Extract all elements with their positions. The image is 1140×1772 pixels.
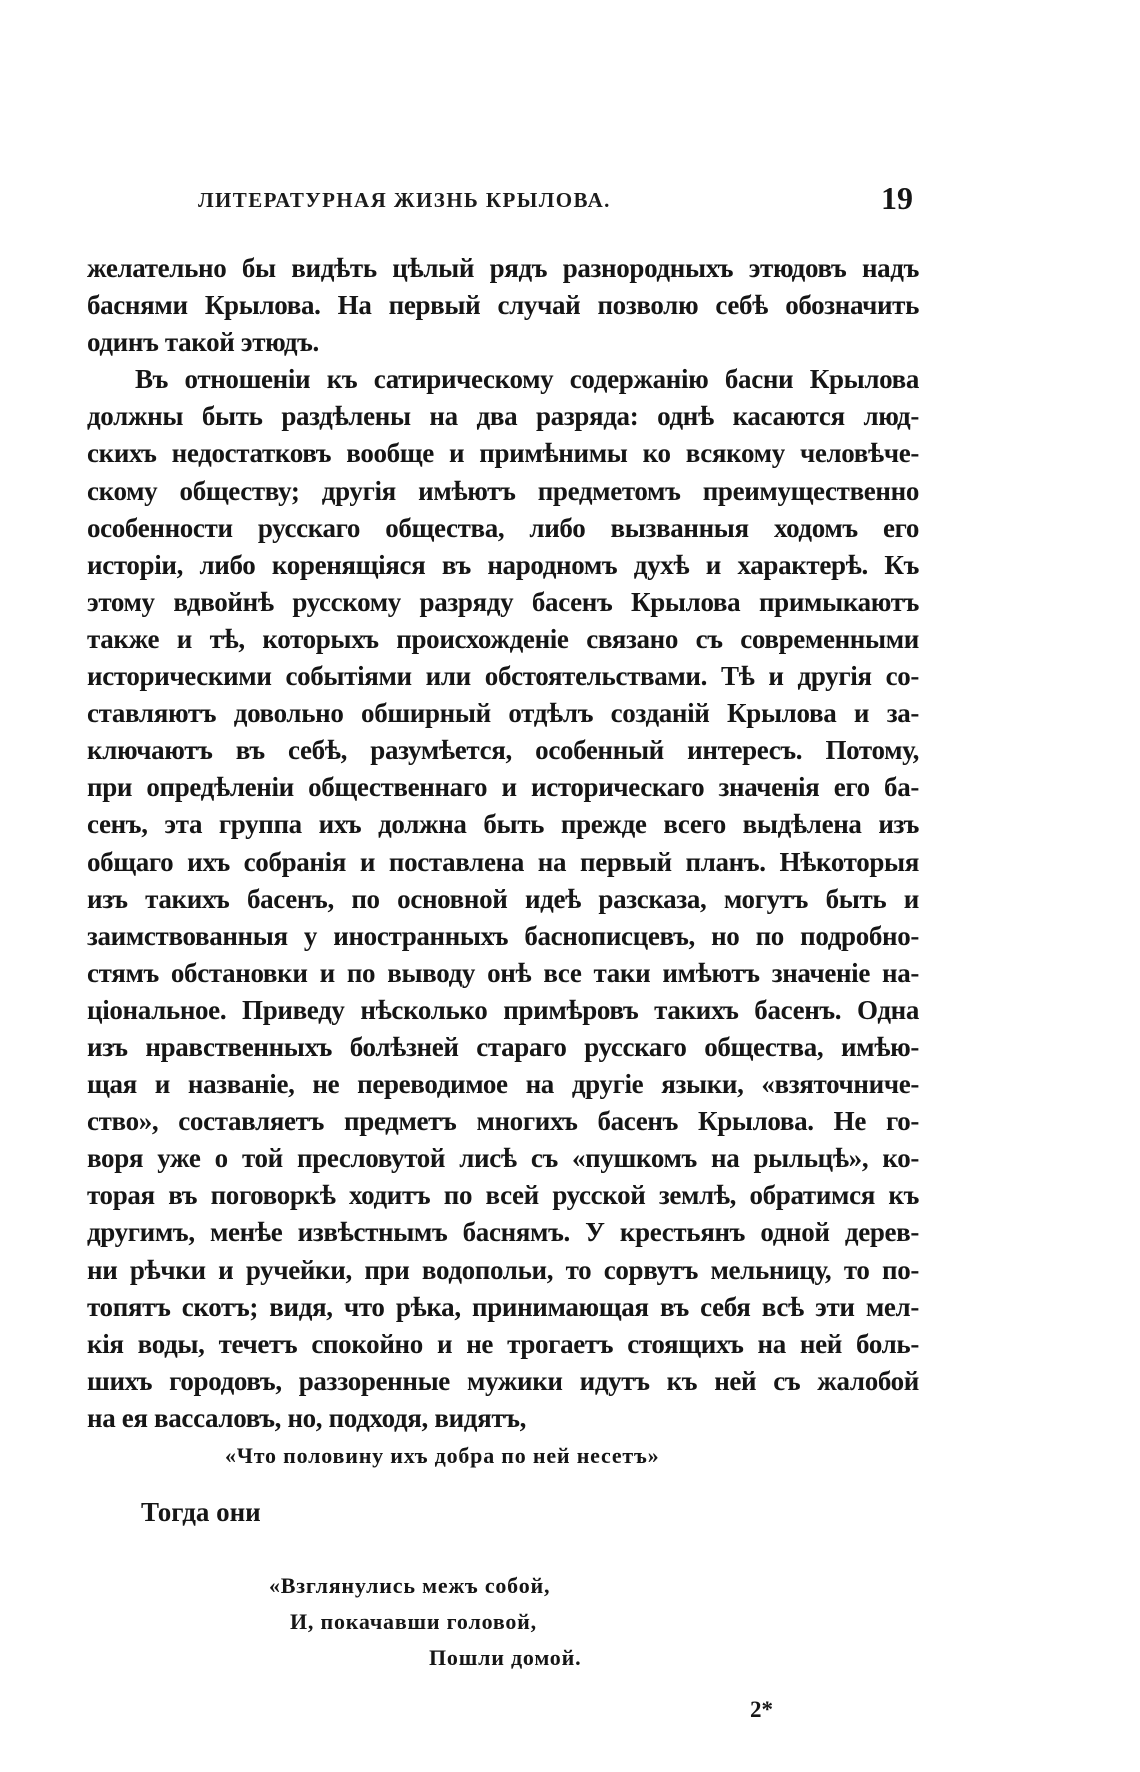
text-line: ставляютъ довольно обширный отдѣлъ созданій Крылова и за- [87, 698, 919, 729]
text-line: баснями Крылова. На первый случай позволю себѣ обозначить [87, 290, 919, 321]
body-text [87, 250, 919, 1437]
text-line: при опредѣленіи общественнаго и историческаго значенія его ба- [87, 772, 919, 803]
text-line: скихъ недостатковъ вообще и примѣнимы ко всякому человѣче- [87, 438, 919, 469]
text-line: желательно бы видѣть цѣлый рядъ разнородныхъ этюдовъ надъ [87, 253, 919, 283]
text-line: сенъ, эта группа ихъ должна быть прежде всего выдѣлена изъ [87, 809, 919, 840]
text-line: этому вдвойнѣ русскому разряду басенъ Крылова примыкаютъ [87, 586, 919, 617]
text-line: воря уже о той пресловутой лисѣ съ «пушкомъ на рыльцѣ», ко- [87, 1143, 919, 1174]
printer-signature-mark: 2* [750, 1697, 773, 1722]
text-line: кія воды, течетъ спокойно и не трогаетъ стоящихъ на ней боль- [87, 1328, 919, 1359]
text-line: также и тѣ, которыхъ происхожденіе связано съ современными [87, 623, 919, 654]
verse-line: «Взглянулись межъ собой, [269, 1573, 551, 1598]
quoted-verse: «Что половину ихъ добра по ней несетъ» [225, 1443, 660, 1468]
text-line: щая и названіе, не переводимое на другіе языки, «взяточниче- [87, 1069, 919, 1100]
text-line: ціональное. Приведу нѣсколько примѣровъ такихъ басенъ. Одна [87, 994, 919, 1025]
text-line: торая въ поговоркѣ ходитъ по всей русской землѣ, обратимся къ [87, 1180, 919, 1211]
text-line: стямъ обстановки и по выводу онѣ все таки имѣютъ значеніе на- [87, 957, 919, 988]
page-number: 19 [881, 180, 913, 216]
text-line: на ея вассаловъ, но, подходя, видятъ, [87, 1402, 527, 1433]
text-line: ключаютъ въ себѣ, разумѣется, особенный интересъ. Потому, [87, 735, 919, 766]
text-line: другимъ, менѣе извѣстнымъ баснямъ. У крестьянъ одной дерев- [87, 1217, 919, 1248]
text-line: общаго ихъ собранія и поставлена на первый планъ. Нѣкоторыя [87, 846, 919, 877]
text-line: исторіи, либо коренящіяся въ народномъ духѣ и характерѣ. Къ [87, 549, 919, 580]
text-line: историческими событіями или обстоятельствами. Тѣ и другія со- [87, 661, 919, 692]
text-line: ни рѣчки и ручейки, при водопольи, то сорвутъ мельницу, то по- [87, 1254, 919, 1285]
text-line: изъ нравственныхъ болѣзней стараго русскаго общества, имѣю- [87, 1031, 919, 1062]
text-line: шихъ городовъ, раззоренные мужики идутъ къ ней съ жалобой [87, 1365, 919, 1396]
text-line: одинъ такой этюдъ. [87, 327, 319, 358]
text-line: ство», составляетъ предметъ многихъ басенъ Крылова. Не го- [87, 1106, 919, 1137]
text-line: особенности русскаго общества, либо вызванныя ходомъ его [87, 512, 919, 543]
running-title: ЛИТЕРАТУРНАЯ ЖИЗНЬ КРЫЛОВА. [198, 188, 611, 212]
text-line: заимствованныя у иностранныхъ баснописцевъ, но по подробно- [87, 920, 919, 951]
verse-line: И, покачавши головой, [290, 1609, 537, 1634]
text-line: Въ отношеніи къ сатирическому содержанію басни Крылова [135, 364, 919, 395]
text-line: должны быть раздѣлены на два разряда: однѣ касаются люд- [87, 401, 919, 432]
text-line: изъ такихъ басенъ, по основной идеѣ разсказа, могутъ быть и [87, 883, 919, 914]
text-line: топятъ скотъ; видя, что рѣка, принимающая въ себя всѣ эти мел- [87, 1291, 919, 1322]
text-line: скому обществу; другія имѣютъ предметомъ преимущественно [87, 475, 919, 506]
transition-line: Тогда они [141, 1497, 261, 1527]
verse-line: Пошли домой. [429, 1645, 582, 1670]
